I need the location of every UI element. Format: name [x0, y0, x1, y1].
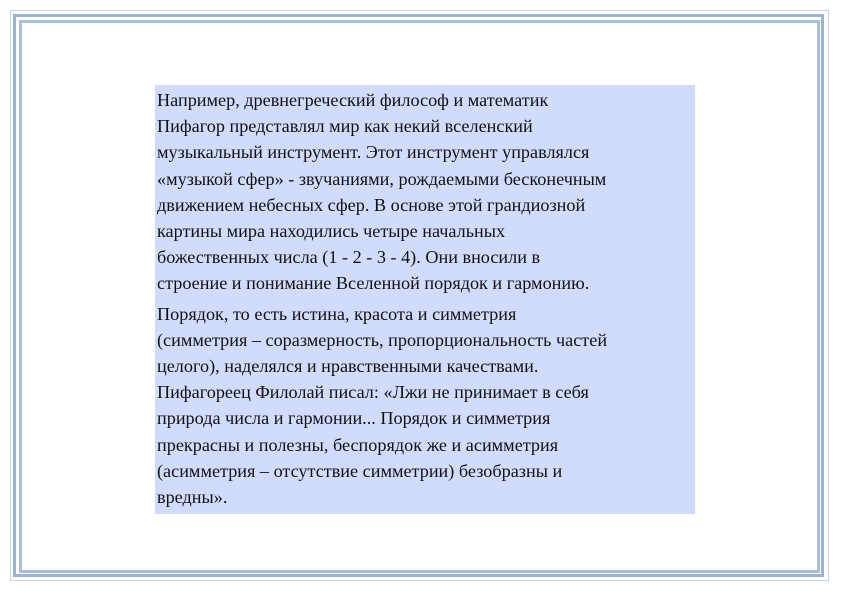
- text-line: божественных числа (1 - 2 - 3 - 4). Они вносили в: [157, 247, 541, 268]
- text-line: картины мира находились четыре начальных: [157, 221, 506, 242]
- text-line: Например, древнегреческий философ и математик: [157, 90, 549, 110]
- text-line: вредны».: [157, 487, 228, 508]
- text-line: прекрасны и полезны, беспорядок же и асимметрия: [157, 434, 559, 455]
- text-box: [155, 85, 695, 514]
- text-line: (симметрия – соразмерность, пропорциональность частей: [157, 329, 608, 350]
- text-line: движением небесных сфер. В основе этой грандиозной: [157, 194, 586, 215]
- paragraph-pythagoras: [157, 87, 695, 297]
- text-line: Пифагор представлял мир как некий вселенский: [157, 116, 533, 137]
- text-line: «музыкой сфер» - звучаниями, рождаемыми бесконечным: [157, 168, 607, 189]
- text-line: музыкальный инструмент. Этот инструмент управлялся: [157, 142, 590, 163]
- text-line: природа числа и гармонии... Порядок и симметрия: [157, 408, 551, 429]
- text-line: строение и понимание Вселенной порядок и гармонию.: [157, 273, 590, 294]
- text-line: целого), наделялся и нравственными качествами.: [157, 356, 539, 377]
- paragraph-order-symmetry: [157, 301, 695, 511]
- text-line: Порядок, то есть истина, красота и симметрия: [157, 303, 517, 324]
- text-line: (асимметрия – отсутствие симметрии) безобразны и: [157, 460, 563, 481]
- text-line: Пифагореец Филолай писал: «Лжи не принимает в себя: [157, 382, 589, 403]
